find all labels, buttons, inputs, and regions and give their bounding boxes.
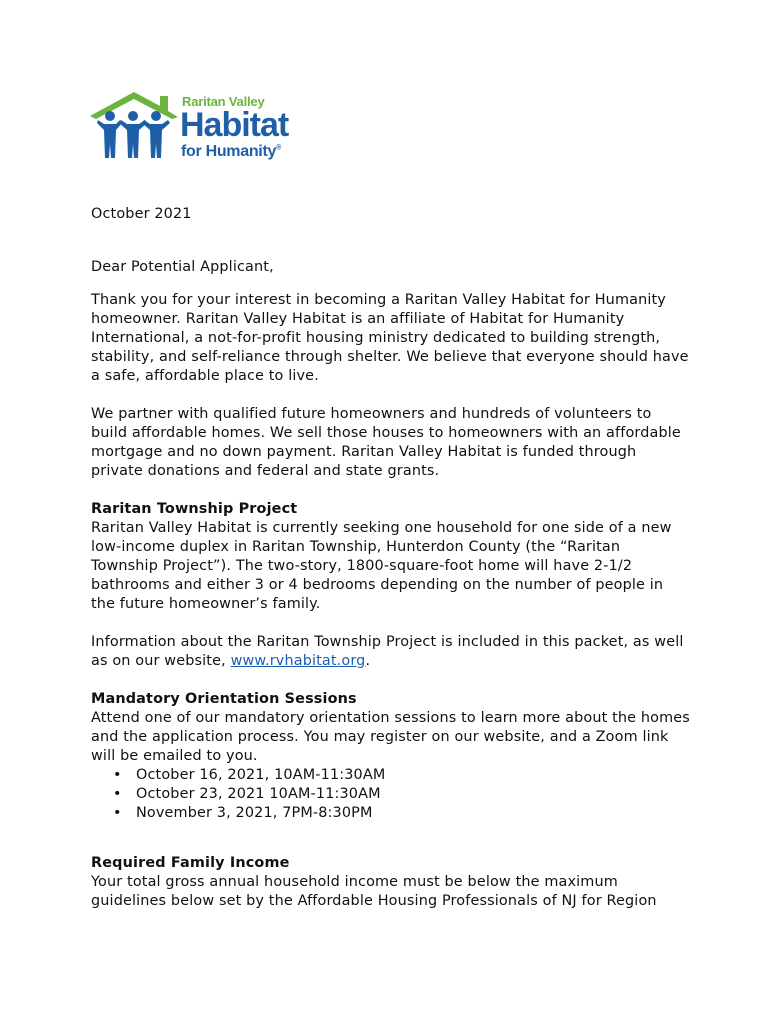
project-body: Raritan Valley Habitat is currently seeking one household for one side of a new low-income duplex in Raritan Township, Hunterdon County (the “Raritan Township Project”). The two-story, 1800-square-foot home will have 2-1/2 bathrooms and either 3 or 4 bedrooms depending on the number of people in the future homeowner’s family. [91,520,672,612]
letter-body [91,205,691,911]
income-body: Your total gross annual household income must be below the maximum guidelines below set by the Affordable Housing Professionals of NJ for Region [91,874,657,909]
intro-paragraph: Thank you for your interest in becoming a Raritan Valley Habitat for Humanity homeowner. Raritan Valley Habitat is an affiliate of Habitat for Humanity International, a not-for-profit housing ministry dedicated to building strength, stability, and self-reliance through shelter. We believe that everyone should have a safe, affordable place to live. [91,292,689,384]
logo-affiliate-name: Raritan Valley [182,94,265,109]
website-link[interactable]: www.rvhabitat.org [230,653,366,669]
info-paragraph: Information about the Raritan Township Project is included in this packet, as well as on our website, www.rvhabitat.org. [91,634,684,669]
habitat-logo [88,86,308,170]
orientation-body: Attend one of our mandatory orientation sessions to learn more about the homes and the application process. You may register on our website, and a Zoom link will be emailed to you. [91,710,690,764]
list-item: • October 23, 2021 10AM-11:30AM [113,786,381,802]
list-item: • November 3, 2021, 7PM-8:30PM [113,805,373,821]
income-heading: Required Family Income [91,855,290,871]
project-section [91,500,691,614]
session-list [91,766,691,823]
orientation-heading: Mandatory Orientation Sessions [91,691,357,707]
house-people-logo-icon [88,86,180,166]
logo-habitat-word: Habitat [180,106,289,144]
logo-for-humanity: for Humanity® [181,143,281,160]
letter-date: October 2021 [91,206,192,222]
bullet: • [113,786,122,802]
bullet: • [113,767,122,783]
project-heading: Raritan Township Project [91,501,298,517]
salutation: Dear Potential Applicant, [91,259,274,275]
income-section [91,854,691,911]
partner-paragraph: We partner with qualified future homeowners and hundreds of volunteers to build affordable homes. We sell those houses to homeowners with an affordable mortgage and no down payment. Raritan Valley Habitat is funded through private donations and federal and state grants. [91,406,681,479]
list-item: • October 16, 2021, 10AM-11:30AM [113,767,386,783]
bullet: • [113,805,122,821]
orientation-section [91,690,691,823]
